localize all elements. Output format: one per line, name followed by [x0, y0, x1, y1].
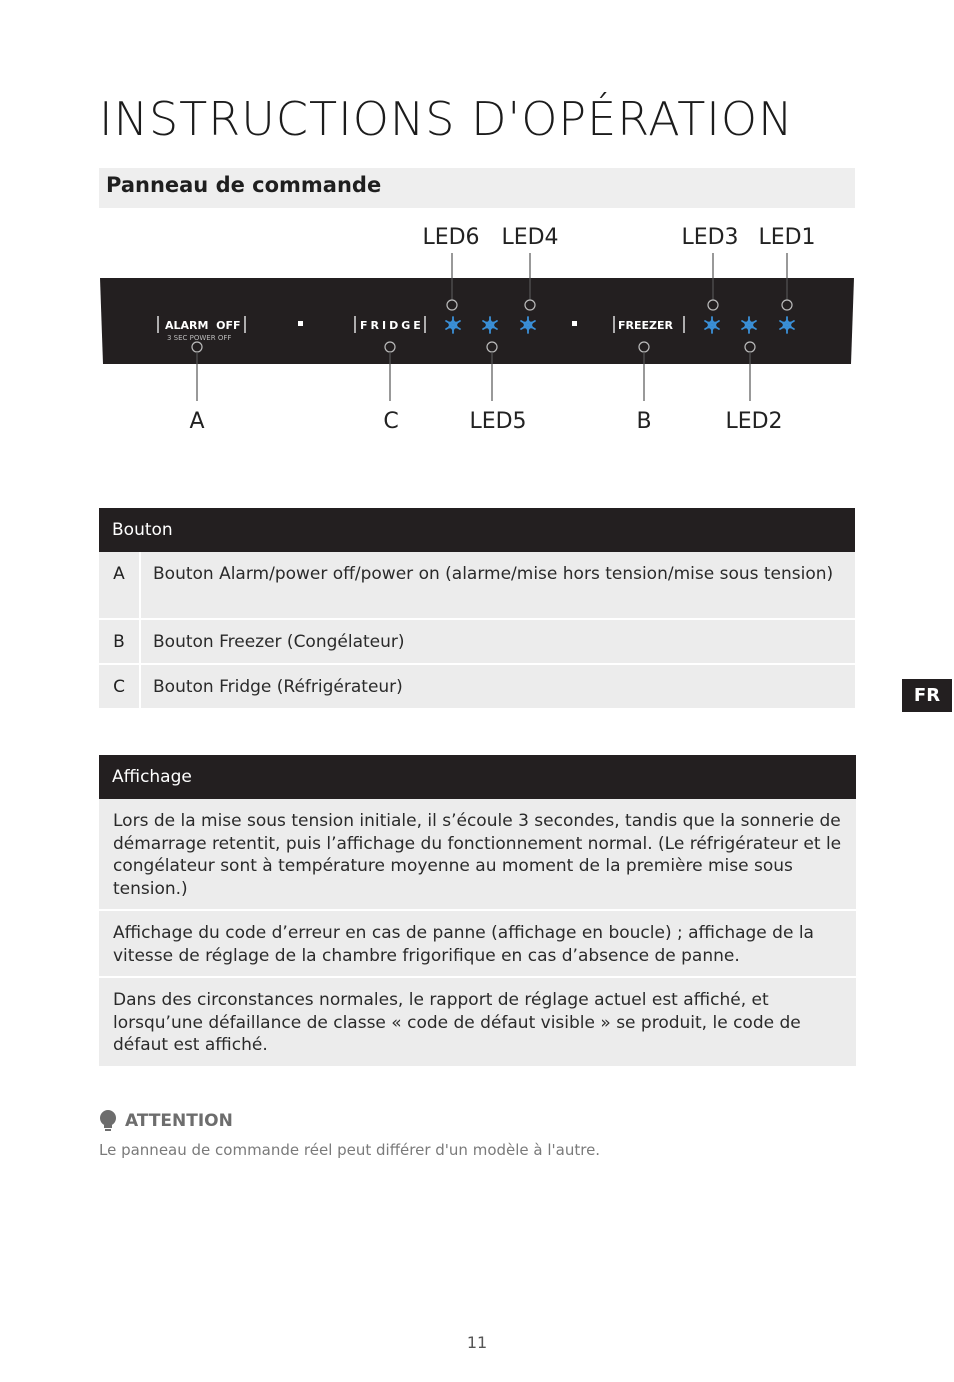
control-panel-diagram: [99, 218, 855, 448]
row-key: A: [99, 552, 141, 618]
row-value: Bouton Freezer (Congélateur): [153, 632, 405, 652]
freezer-button[interactable]: FREEZER: [618, 319, 673, 332]
callout-c: C: [383, 409, 399, 434]
callout-led4: LED4: [501, 225, 559, 250]
display-table-header: Affichage: [99, 755, 856, 799]
table-row: [99, 552, 855, 620]
row-key: B: [99, 620, 141, 663]
language-tab: FR: [902, 679, 952, 712]
table-row: Lors de la mise sous tension initiale, il s’écoule 3 secondes, tandis que la sonnerie de démarrage retentit, puis l’affichage du fonctionnement normal. (Le réfrigérateur et le congélateur sont à température moyenne au moment de la première mise sous tension.): [99, 799, 856, 911]
buttons-table-header: Bouton: [99, 508, 855, 552]
table-row: [99, 620, 855, 665]
row-value: Bouton Fridge (Réfrigérateur): [153, 677, 403, 697]
buttons-table: [99, 508, 855, 710]
table-row: Dans des circonstances normales, le rapport de réglage actuel est affiché, et lorsqu’une défaillance de classe « code de défaut visible » se produit, le code de défaut est affiché.: [99, 978, 856, 1068]
attention-text: Le panneau de commande réel peut différer d'un modèle à l'autre.: [99, 1141, 601, 1159]
separator-dot: [298, 321, 303, 326]
lightbulb-icon: [99, 1110, 117, 1132]
page-title: INSTRUCTIONS D'OPÉRATION: [99, 92, 794, 146]
row-value: Bouton Alarm/power off/power on (alarme/mise hors tension/mise sous tension): [153, 564, 834, 584]
callout-b: B: [636, 409, 652, 434]
display-table: [99, 755, 856, 1068]
separator-dot: [572, 321, 577, 326]
callout-led3: LED3: [681, 225, 739, 250]
callout-led5: LED5: [469, 409, 527, 434]
section-title: Panneau de commande: [106, 173, 382, 197]
table-row: Affichage du code d’erreur en cas de panne (affichage en boucle) ; affichage de la vitesse de réglage de la chambre frigorifique en cas d’absence de panne.: [99, 911, 856, 978]
callout-a: A: [189, 409, 205, 434]
attention-label: ATTENTION: [125, 1111, 233, 1131]
alarm-sub-label: 3 SEC POWER OFF: [167, 334, 232, 342]
callout-led1: LED1: [758, 225, 816, 250]
alarm-off-button[interactable]: ALARM OFF: [165, 319, 241, 332]
callout-led6: LED6: [422, 225, 480, 250]
table-row: [99, 665, 855, 710]
page-number: 11: [466, 1333, 488, 1352]
fridge-button[interactable]: FRIDGE: [360, 319, 424, 332]
callout-led2: LED2: [725, 409, 783, 434]
row-key: C: [99, 665, 141, 708]
